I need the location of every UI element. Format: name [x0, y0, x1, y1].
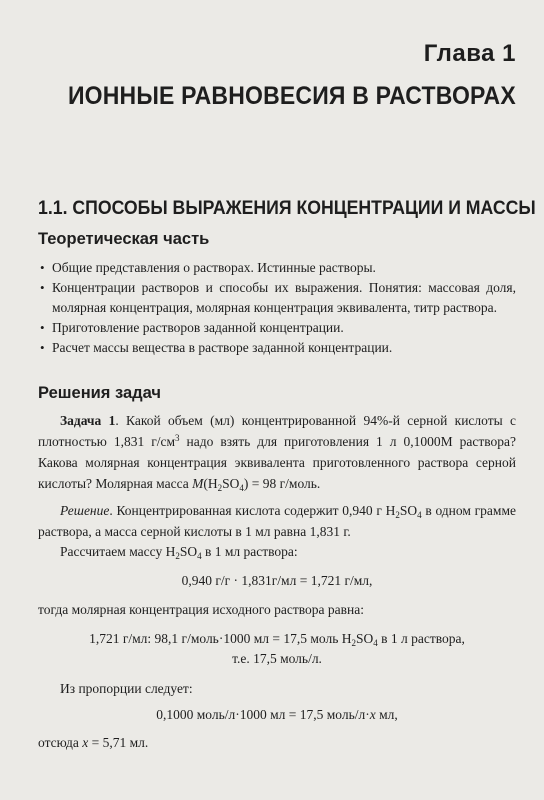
chapter-title: ИОННЫЕ РАВНОВЕСИЯ В РАСТВОРАХ — [68, 82, 516, 110]
proportion-intro: Из пропорции следует: — [60, 681, 193, 696]
chapter-number: Глава 1 — [423, 40, 516, 67]
problem-text: Задача 1. Какой объем (мл) концентрированной 94%-й серной кислоты с плотностью 1,831 $г/см^3$ надо взять для приготовления 1 л 0,1000М раствора? Какова молярная концентрация эквивалента приготовленного раствора серной кислоты? Молярная масса $M(H_2SO_4) = 98$ г/моль. — [38, 413, 516, 493]
formula-molar-result: т.е. 17,5 моль/л. — [232, 651, 322, 666]
theory-bullet-list — [38, 258, 516, 358]
bullet-item: • Расчет массы вещества в растворе заданной концентрации. — [38, 338, 516, 358]
solution-label: Решение — [60, 503, 110, 518]
final-result: отсюда x = 5,71 мл. — [38, 735, 149, 750]
bullet-item: • Концентрации растворов и способы их выражения. Понятия: массовая доля, молярная концентрация, молярная концентрация эквивалента, титр раствора. — [38, 278, 516, 318]
concentration-intro: тогда молярная концентрация исходного раствора равна: — [38, 602, 364, 617]
calc-intro: Рассчитаем массу $H_2SO_4$ в 1 мл раствора: — [60, 544, 298, 561]
bullet-item: • Приготовление растворов заданной концентрации. — [38, 318, 516, 338]
formula-proportion: 0,1000 моль/л·1000 мл = 17,5 моль/л·x мл, — [156, 707, 398, 722]
formula-molar-concentration: 1,721 г/мл: 98,1 г/моль·1000 мл = 17,5 моль $H_2SO_4$ в 1 л раствора, — [89, 631, 465, 648]
section-title: 1.1. СПОСОБЫ ВЫРАЖЕНИЯ КОНЦЕНТРАЦИИ И МАССЫ — [38, 198, 536, 219]
problem-label: Задача 1 — [60, 413, 116, 428]
theory-heading: Теоретическая часть — [38, 230, 210, 248]
bullet-item: • Общие представления о растворах. Истинные растворы. — [38, 258, 516, 278]
formula-mass-per-ml: 0,940 г/г · 1,831г/мл = 1,721 г/мл, — [181, 573, 373, 588]
solutions-heading: Решения задач — [38, 384, 162, 402]
solution-text: Решение. Концентрированная кислота содержит 0,940 г $H_2SO_4$ в одном грамме раствора, а масса серной кислоты в 1 мл равна 1,831 г. — [38, 503, 516, 539]
